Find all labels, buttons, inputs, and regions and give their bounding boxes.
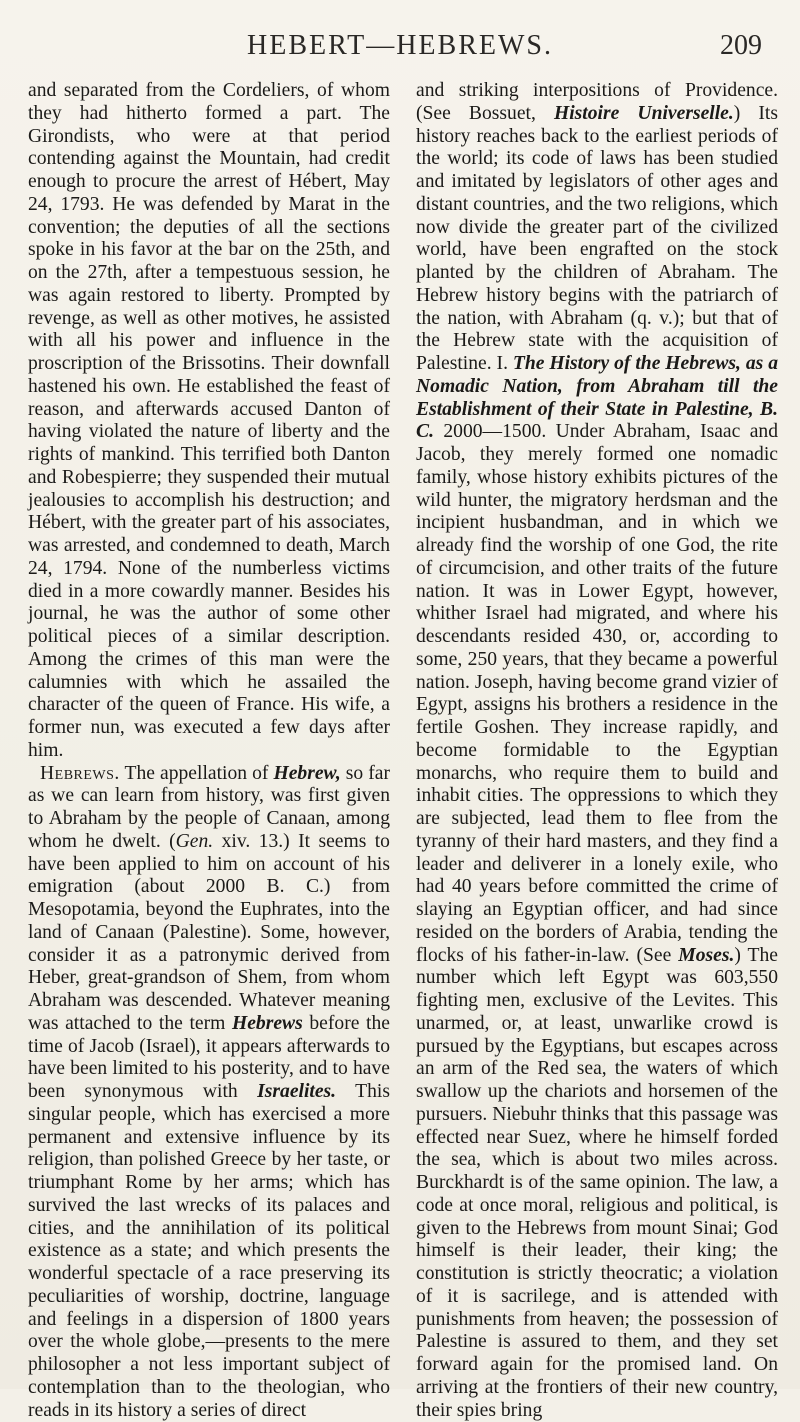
running-title: HEBERT—HEBREWS.: [0, 30, 800, 62]
hebert-paragraph: and separated from the Cordeliers, of whom they had hitherto formed a part. The Girondists, who were at that period contending against the Mountain, had credit enough to procure the arrest of Hébert, May 24, 1793. He was defended by Marat in the convention; the deputies of all the sections spoke in his favor at the bar on the 25th, and on the 27th, after a tempestuous session, he was again restored to liberty. Prompted by revenge, as well as other motives, he assisted with all his power and influence in the proscription of the Brissotins. Their downfall hastened his own. He established the feast of reason, and afterwards accused Danton of having violated the nature of liberty and the rights of mankind. This terrified both Danton and Robespierre; they suspended their mutual jealousies to accomplish his destruction; and Hébert, with the greater part of his associates, was arrested, and condemned to death, March 24, 1794. None of the numberless victims died in a more cowardly manner. Besides his journal, he was the author of some other political pieces of a similar description. Among the crimes of this man were the calumnies with which he assailed the character of the queen of France. His wife, a former nun, was executed a few days after him.: [28, 80, 390, 763]
italic-term-hebrew: Hebrew,: [273, 763, 340, 784]
left-column: [28, 80, 390, 1422]
section-title: The History of the Hebrews, as a Nomadic Nation, from Abraham till the Establishment of their State in Palestine, B. C.: [416, 353, 778, 442]
cross-reference-moses: Moses.: [678, 945, 734, 966]
text-run: ) Its history reaches back to the earliest periods of the world; its code of laws has been studied and imitated by legislators of other ages and distant countries, and the two religions, which now divide the greater part of the civilized world, have been engrafted on the stock planted by the children of Abraham. The Hebrew history begins with the patriarch of the nation, with Abraham (q. v.); but that of the Hebrew state with the acquisition of Palestine.: [416, 103, 778, 374]
italic-title-histoire: Histoire Universelle.: [554, 103, 734, 124]
italic-term-israelites: Israelites.: [257, 1081, 336, 1102]
italic-term-hebrews: Hebrews: [232, 1013, 303, 1034]
hebrews-paragraph: [28, 763, 390, 1422]
text-run: The appellation of: [120, 763, 274, 784]
citation-genesis: Gen.: [176, 831, 214, 852]
text-run: and striking interpositions of Providence. (See Bossuet,: [416, 80, 778, 124]
text-run: This singular people, which has exercised a more permanent and extensive influence by its religion, than polished Greece by her taste, or triumphant Rome by her arms; which has survived the last wrecks of its palaces and cities, and the annihilation of its political existence as a state; and which presents the wonderful spectacle of a race preserving its peculiarities of worship, doctrine, language and feelings in a dispersion of 1800 years over the whole globe,—presents to the mere philosopher a not less important subject of contemplation than to the theologian, who reads in its history a series of direct: [28, 1081, 390, 1421]
hebrews-continuation: [416, 80, 778, 1422]
right-column: [416, 80, 778, 1422]
section-number: I.: [497, 353, 508, 374]
text-run: xiv. 13.) It seems to have been applied to him on account of his emigration (about 2000 B. C.) from Mesopotamia, beyond the Euphrates, into the land of Canaan (Palestine). Some, however, consider it as a patronymic derived from Heber, great-grandson of Shem, from whom Abraham was descended. Whatever meaning was attached to the term: [28, 831, 390, 1034]
running-head: [0, 30, 800, 64]
page-number: 209: [720, 30, 762, 62]
text-run: so far as we can learn from history, was first given to Abraham by the people of Canaan, among whom he dwelt. (: [28, 763, 390, 852]
text-run: before the time of Jacob (Israel), it appears afterwards to have been limited to his posterity, and to have been synonymous with: [28, 1013, 390, 1102]
text-run: ) The number which left Egypt was 603,550 fighting men, exclusive of the Levites. This unarmed, or, at least, unwarlike crowd is pursued by the Egyptians, but escapes across an arm of the Red sea, the waters of which swallow up the chariots and horsemen of the pursuers. Niebuhr thinks that this passage was effected near Suez, where he himself forded the sea, which is about two miles across. Burckhardt is of the same opinion. The law, a code at once moral, religious and political, is given to the Hebrews from mount Sinai; God himself is their leader, their king; the constitution is strictly theocratic; a violation of it is sacrilege, and is attended with punishments from heaven; the possession of Palestine is assured to them, and they set forward again for the promised land. On arriving at the frontiers of their new country, their spies bring: [416, 945, 778, 1421]
entry-headword: Hebrews.: [40, 763, 120, 784]
text-run: 2000—1500. Under Abraham, Isaac and Jacob, they merely formed one nomadic family, whose history exhibits pictures of the wild hunter, the migratory herdsman and the incipient husbandman, and in which we already find the worship of one God, the rite of circumcision, and other traits of the future nation. It was in Lower Egypt, however, whither Israel had migrated, and where his descendants resided 430, or, according to some, 250 years, that they became a powerful nation. Joseph, having become grand vizier of Egypt, assigns his brothers a residence in the fertile Goshen. They increase rapidly, and become formidable to the Egyptian monarchs, who require them to build and inhabit cities. The oppressions to which they are subjected, lead them to flee from the tyranny of their hard masters, and they find a leader and deliverer in a lonely exile, who had 40 years before committed the crime of slaying an Egyptian officer, and had since resided on the borders of Arabia, tending the flocks of his father-in-law. (See: [416, 421, 778, 965]
